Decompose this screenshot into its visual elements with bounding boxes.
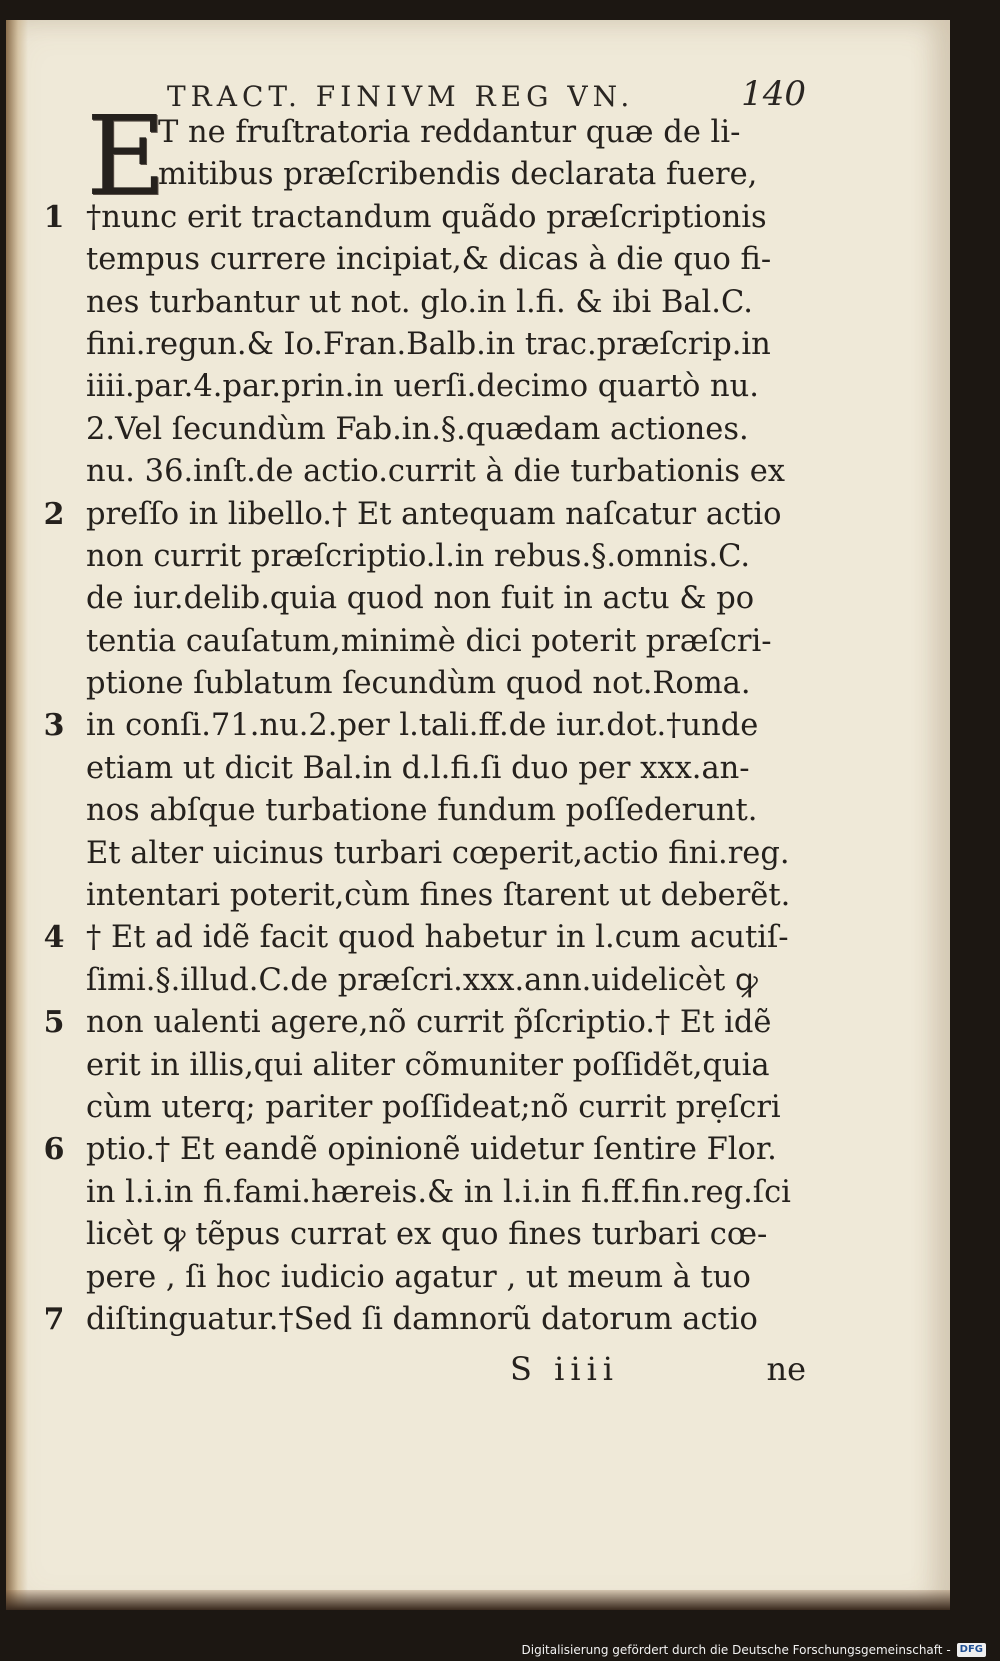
line-text: ptione ſublatum ſecundùm quod not.Roma. [86, 666, 751, 702]
catchword: ne [766, 1350, 806, 1388]
text-line [34, 1087, 844, 1129]
line-text: iiii.par.4.par.prin.in uerſi.decimo quartò nu. [86, 369, 759, 405]
text-line [34, 494, 844, 536]
text-line [34, 790, 844, 832]
line-text: tentia cauſatum,minimè dici poterit præſcri- [86, 623, 772, 659]
dfg-logo-icon: DFG [957, 1643, 986, 1657]
text-line [34, 621, 844, 663]
text-line [34, 112, 844, 154]
line-text: tempus currere incipiat,& dicas à die quo fi- [86, 242, 772, 278]
margin-note-number: 6 [43, 1132, 65, 1168]
running-title: TRACT. FINIVM REG VN. [167, 80, 635, 113]
margin-note-number: 2 [43, 496, 65, 532]
margin-note-number: 4 [43, 920, 65, 956]
line-text: diſtinguatur.†Sed ſi damnorũ datorum actio [86, 1301, 758, 1337]
text-line [34, 1299, 844, 1341]
text-line [34, 154, 844, 196]
drop-cap-initial: E [86, 92, 167, 220]
line-text: †nunc erit tractandum quãdo præſcriptionis [86, 199, 767, 235]
line-text: T ne fruſtratoria reddantur quæ de li- [158, 115, 741, 150]
margin-note-number: 5 [43, 1005, 65, 1041]
text-line [34, 239, 844, 281]
text-line [34, 833, 844, 875]
text-line [34, 748, 844, 790]
line-text: Et alter uicinus turbari cœperit,actio fini.reg. [86, 835, 790, 871]
line-text: non currit præſcriptio.l.in rebus.§.omnis.C. [86, 538, 751, 574]
text-line [34, 324, 844, 366]
text-line [34, 197, 844, 239]
line-text: preſſo in libello.† Et antequam naſcatur actio [86, 496, 782, 532]
text-line [34, 1257, 844, 1299]
line-text: mitibus præſcribendis declarata fuere, [158, 157, 758, 193]
line-text: de iur.delib.quia quod non fuit in actu & po [86, 581, 755, 617]
text-line [34, 409, 844, 451]
gutter-shadow [6, 20, 28, 1610]
page-bottom-edge [6, 1590, 950, 1610]
line-text: erit in illis,qui aliter cõmuniter poſſidẽt,quia [86, 1047, 770, 1083]
line-text: non ualenti agere,nõ currit p̃ſcriptio.† Et idẽ [86, 1005, 772, 1041]
line-text: in conſi.71.nu.2.per l.tali.ff.de iur.dot.†unde [86, 708, 759, 744]
text-line [34, 1045, 844, 1087]
line-text: † Et ad idẽ facit quod habetur in l.cum acutiſ- [86, 920, 789, 956]
text-line [34, 578, 844, 620]
text-line [34, 1214, 844, 1256]
book-page [6, 20, 950, 1610]
line-text: 2.Vel ſecundùm Fab.in.§.quædam actiones. [86, 411, 749, 447]
line-text: licèt ꝙ tẽpus currat ex quo fines turbari cœ- [86, 1217, 768, 1253]
margin-note-number: 7 [43, 1301, 65, 1337]
text-line [34, 917, 844, 959]
line-text: nos abſque turbatione fundum poſſederunt. [86, 793, 758, 829]
digitization-credit [522, 1643, 987, 1657]
line-text: fini.regun.& Io.Fran.Balb.in trac.præſcrip.in [86, 326, 771, 362]
text-line [34, 960, 844, 1002]
signature-mark: S iiii [510, 1350, 620, 1388]
line-text: nu. 36.inſt.de actio.currit à die turbationis ex [86, 454, 785, 490]
line-text: intentari poterit,cùm fines ſtarent ut deberẽt. [86, 878, 791, 914]
text-line [34, 536, 844, 578]
margin-note-number: 1 [43, 199, 65, 235]
text-line [34, 282, 844, 324]
text-line [34, 1172, 844, 1214]
line-text: ſimi.§.illud.C.de præſcri.xxx.ann.uidelicèt ꝙ [86, 962, 758, 998]
line-text: nes turbantur ut not. glo.in l.fi. & ibi Bal.C. [86, 284, 753, 320]
text-line [34, 1002, 844, 1044]
line-text: in l.i.in fi.fami.hæreis.& in l.i.in fi.ff.fin.reg.ſci [86, 1174, 791, 1210]
text-line [34, 451, 844, 493]
folio-number: 140 [741, 74, 806, 114]
page-footer [496, 1350, 806, 1400]
text-line [34, 705, 844, 747]
page-header [161, 56, 806, 114]
line-text: cùm uterq; pariter poſſideat;nõ currit prẹſcri [86, 1089, 781, 1125]
text-line [34, 1129, 844, 1171]
credit-text: Digitalisierung gefördert durch die Deutsche Forschungsgemeinschaft - [521, 1643, 951, 1657]
margin-note-number: 3 [43, 708, 65, 744]
line-text: etiam ut dicit Bal.in d.l.fi.ſi duo per xxx.an- [86, 750, 750, 786]
line-text: pere , ſi hoc iudicio agatur , ut meum à tuo [86, 1259, 751, 1295]
text-line [34, 875, 844, 917]
text-line [34, 663, 844, 705]
text-line [34, 366, 844, 408]
line-text: ptio.† Et eandẽ opinionẽ uidetur ſentire Flor. [86, 1132, 777, 1168]
